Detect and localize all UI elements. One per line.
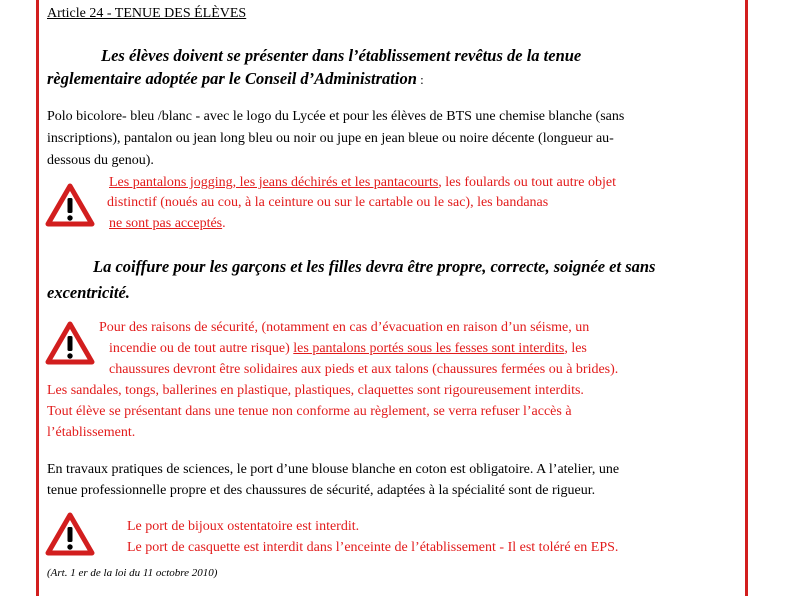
warning-triangle-icon: [45, 321, 95, 365]
warning1-line-1: Les pantalons jogging, les jeans déchirés et les pantacourts, les foulards ou tout autre objet: [109, 175, 616, 190]
warning1-line-3: ne sont pas acceptés.: [109, 216, 226, 231]
warning3-line-2: Le port de casquette est interdit dans l’enceinte de l’établissement - Il est toléré en EPS.: [127, 540, 619, 555]
hair-line-1: La coiffure pour les garçons et les filles devra être propre, correcte, soignée et sans: [93, 257, 656, 276]
intro-line-2: règlementaire adoptée par le Conseil d’Administration :: [47, 69, 424, 88]
warning3-line-1: Le port de bijoux ostentatoire est interdit.: [127, 519, 360, 534]
warning1-line-2: distinctif (noués au cou, à la ceinture ou sur le cartable ou le sac), les bandanas: [107, 195, 549, 210]
page-frame: [36, 0, 748, 596]
warning2-line-2: incendie ou de tout autre risque) les pantalons portés sous les fesses sont interdits, les: [109, 341, 587, 356]
warning2-line-6: l’établissement.: [47, 425, 136, 440]
uniform-line-3: dessous du genou).: [47, 153, 154, 168]
warning-triangle-icon: [45, 512, 95, 556]
warning2-line-3: chaussures devront être solidaires aux pieds et aux talons (chaussures fermées ou à brides).: [109, 362, 619, 377]
warning2-line-5: Tout élève se présentant dans une tenue non conforme au règlement, se verra refuser l’accès à: [47, 404, 572, 419]
hair-line-2: excentricité.: [47, 283, 130, 302]
warning2-line-4: Les sandales, tongs, ballerines en plastique, plastiques, claquettes sont rigoureusement interdits.: [47, 383, 584, 398]
uniform-line-2: inscriptions), pantalon ou jean long bleu ou noir ou jupe en jean bleue ou noire décente (longueur au-: [47, 131, 614, 146]
workshop-line-2: tenue professionnelle propre et des chaussures de sécurité, adaptées à la spécialité sont de rigueur.: [47, 483, 596, 498]
warning2-line-1: Pour des raisons de sécurité, (notamment en cas d’évacuation en raison d’un séisme, un: [99, 320, 590, 335]
footer-reference: (Art. 1 er de la loi du 11 octobre 2010): [47, 567, 218, 579]
intro-line-1: Les élèves doivent se présenter dans l’établissement revêtus de la tenue: [101, 46, 582, 65]
article-title: Article 24 - TENUE DES ÉLÈVES: [47, 6, 247, 21]
uniform-line-1: Polo bicolore- bleu /blanc - avec le logo du Lycée et pour les élèves de BTS une chemise blanche (sans: [47, 109, 625, 124]
warning-triangle-icon: [45, 183, 95, 227]
workshop-line-1: En travaux pratiques de sciences, le port d’une blouse blanche en coton est obligatoire. A l’atelier, une: [47, 462, 620, 477]
